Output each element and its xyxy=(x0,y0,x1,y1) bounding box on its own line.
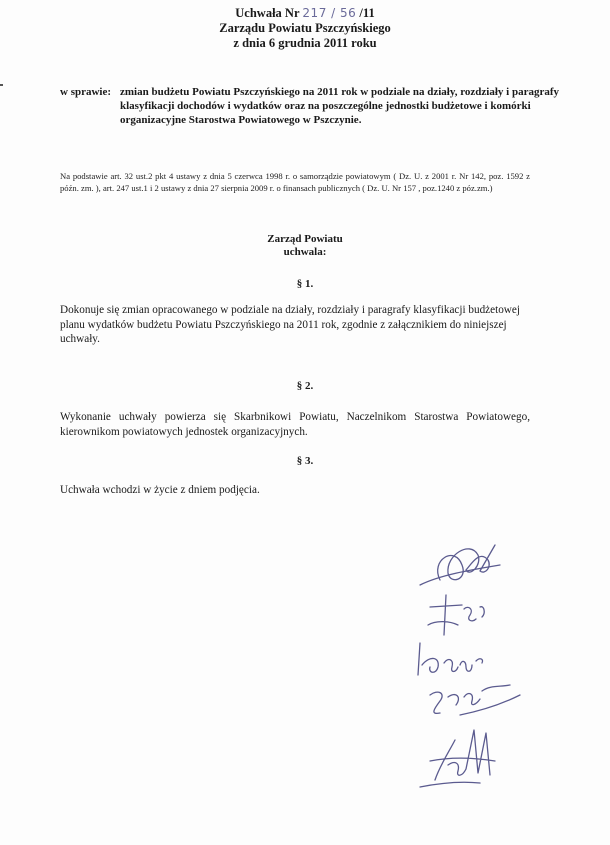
margin-mark xyxy=(0,84,3,86)
title-suffix: /11 xyxy=(359,6,375,20)
handwritten-number: 217 / 56 xyxy=(302,6,357,20)
issuer-line: Zarządu Powiatu Pszczyńskiego xyxy=(219,21,391,35)
board-resolves: uchwala: xyxy=(283,246,327,258)
section-1-text: Dokonuje się zmian opracowanego w podziale na działy, rozdziały i paragrafy klasyfikacji budżetowej planu wydatków budżetu Powiatu Pszczyńskiego na 2011 rok, zgodnie z załącznikiem do niniejszej uchwały. xyxy=(60,304,520,345)
title-prefix: Uchwała Nr xyxy=(235,6,300,20)
section-1-heading: § 1. xyxy=(296,278,314,290)
document-header xyxy=(0,6,610,51)
board-heading xyxy=(0,233,610,259)
section-3-text: Uchwała wchodzi w życie z dniem podjęcia. xyxy=(60,484,260,496)
section-2-heading: § 2. xyxy=(296,380,314,392)
section-2-text: Wykonanie uchwały powierza się Skarbnikowi Powiatu, Naczelnikom Starostwa Powiatowego, kierownikom powiatowych jednostek organizacyjnych. xyxy=(60,411,530,438)
legal-basis: Na podstawie art. 32 ust.2 pkt 4 ustawy z dnia 5 czerwca 1998 r. o samorządzie powiatowym ( Dz. U. z 2001 r. Nr 142, poz. 1592 z późn. zm. ), art. 247 ust.1 i 2 ustawy z dnia 27 sierpnia 2009 r. o finansach publicznych ( Dz. U. Nr 157 , poz.1240 z póz.zm.) xyxy=(60,171,530,193)
date-line: z dnia 6 grudnia 2011 roku xyxy=(233,36,377,50)
handwritten-signatures xyxy=(400,525,580,795)
board-name: Zarząd Powiatu xyxy=(267,233,343,245)
subject-label: w sprawie: xyxy=(60,86,112,98)
subject-text: zmian budżetu Powiatu Pszczyńskiego na 2011 rok w podziale na działy, rozdziały i paragrafy klasyfikacji dochodów i wydatków oraz na poszczególne jednostki budżetowe i komórki organizacyjne Starostwa Powiatowego w Pszczynie. xyxy=(120,86,559,126)
section-3-heading: § 3. xyxy=(296,455,314,467)
resolution-title xyxy=(0,6,610,21)
